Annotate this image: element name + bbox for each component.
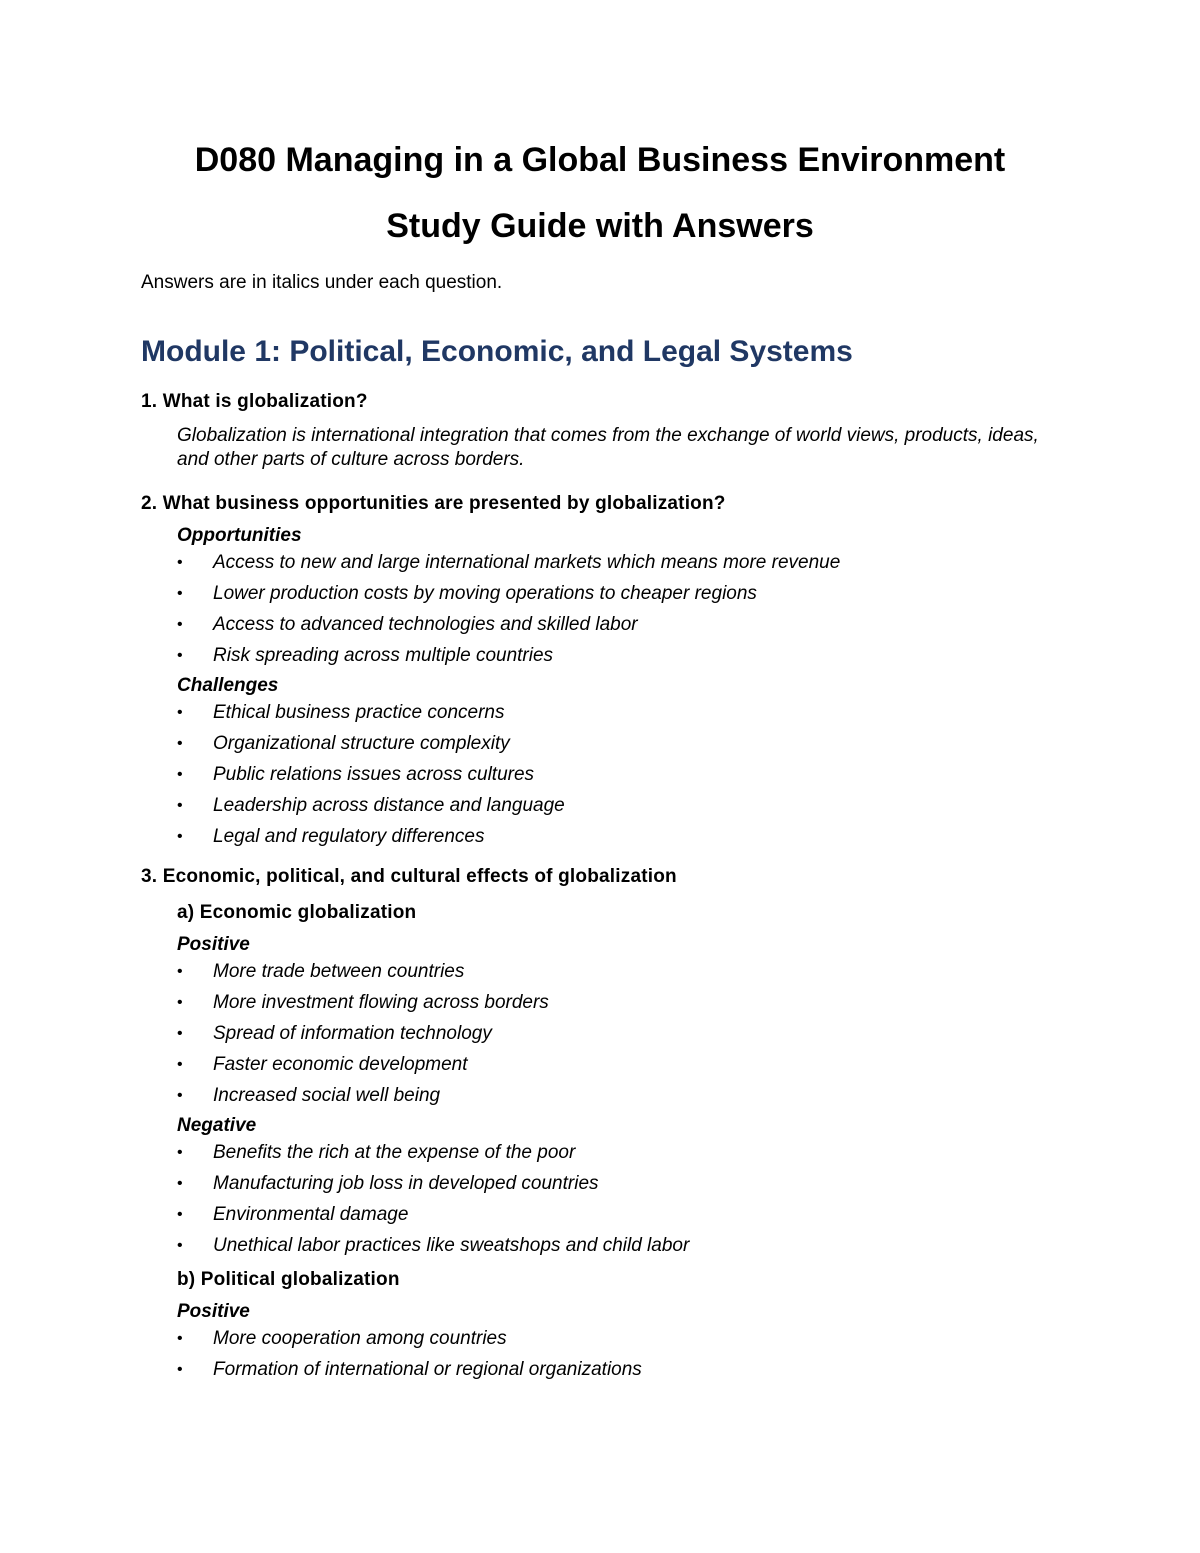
bullet-icon: •: [177, 647, 183, 664]
bullet-icon: •: [177, 585, 183, 602]
list-item: • More trade between countries: [177, 961, 465, 982]
list-item: • Access to new and large international markets which means more revenue: [177, 552, 841, 573]
bullet-icon: •: [177, 704, 183, 721]
list-item: • Organizational structure complexity: [177, 733, 510, 754]
bullet-icon: •: [177, 963, 183, 980]
bullet-icon: •: [177, 797, 183, 814]
bullet-icon: •: [177, 554, 183, 571]
bullet-icon: •: [177, 1056, 183, 1073]
opportunities-list: [177, 548, 1041, 672]
economic-positive-list: [177, 957, 1041, 1112]
list-item: • Faster economic development: [177, 1054, 468, 1075]
list-item: • Access to advanced technologies and skilled labor: [177, 614, 638, 635]
bullet-icon: •: [177, 994, 183, 1011]
list-item: • Formation of international or regional organizations: [177, 1359, 642, 1380]
opportunities-label: Opportunities: [177, 525, 302, 546]
bullet-icon: •: [177, 1237, 183, 1254]
bullet-icon: •: [177, 1025, 183, 1042]
political-positive-list: [177, 1324, 1041, 1386]
document-title: D080 Managing in a Global Business Environment: [194, 141, 1006, 179]
political-positive-label: Positive: [177, 1301, 250, 1322]
list-item: • Public relations issues across cultures: [177, 764, 535, 785]
list-item: • Spread of information technology: [177, 1023, 492, 1044]
list-item: • Leadership across distance and language: [177, 795, 565, 816]
list-item: • Increased social well being: [177, 1085, 441, 1106]
document-subtitle: Study Guide with Answers: [386, 207, 814, 245]
list-item: • Risk spreading across multiple countries: [177, 645, 554, 666]
bullet-icon: •: [177, 1206, 183, 1223]
challenges-label: Challenges: [177, 675, 279, 696]
list-item: • Benefits the rich at the expense of the poor: [177, 1142, 576, 1163]
bullet-icon: •: [177, 1144, 183, 1161]
economic-positive-label: Positive: [177, 934, 250, 955]
bullet-icon: •: [177, 616, 183, 633]
political-globalization-heading: b) Political globalization: [177, 1269, 400, 1290]
list-item: • Legal and regulatory differences: [177, 826, 485, 847]
challenges-list: [177, 698, 1041, 853]
list-item: • Unethical labor practices like sweatshops and child labor: [177, 1235, 690, 1256]
economic-globalization-heading: a) Economic globalization: [177, 902, 417, 923]
bullet-icon: •: [177, 1361, 183, 1378]
list-item: • Manufacturing job loss in developed countries: [177, 1173, 599, 1194]
bullet-icon: •: [177, 1330, 183, 1347]
module-1-content: [141, 390, 1041, 1386]
question-2: 2. What business opportunities are presented by globalization?: [141, 493, 726, 514]
bullet-icon: •: [177, 1175, 183, 1192]
question-3: 3. Economic, political, and cultural effects of globalization: [141, 866, 677, 887]
intro-note: Answers are in italics under each question.: [141, 272, 503, 293]
list-item: • More investment flowing across borders: [177, 992, 549, 1013]
list-item: • Ethical business practice concerns: [177, 702, 505, 723]
economic-negative-list: [177, 1138, 1041, 1262]
answer-1: Globalization is international integration that comes from the exchange of world views, products, ideas, and other parts of culture across borders.: [177, 425, 1039, 470]
list-item: • More cooperation among countries: [177, 1328, 507, 1349]
economic-negative-label: Negative: [177, 1115, 257, 1136]
bullet-icon: •: [177, 1087, 183, 1104]
bullet-icon: •: [177, 828, 183, 845]
module-1-heading: Module 1: Political, Economic, and Legal Systems: [141, 335, 853, 368]
bullet-icon: •: [177, 735, 183, 752]
list-item: • Lower production costs by moving operations to cheaper regions: [177, 583, 757, 604]
bullet-icon: •: [177, 766, 183, 783]
list-item: • Environmental damage: [177, 1204, 409, 1225]
question-1: 1. What is globalization?: [141, 391, 368, 412]
